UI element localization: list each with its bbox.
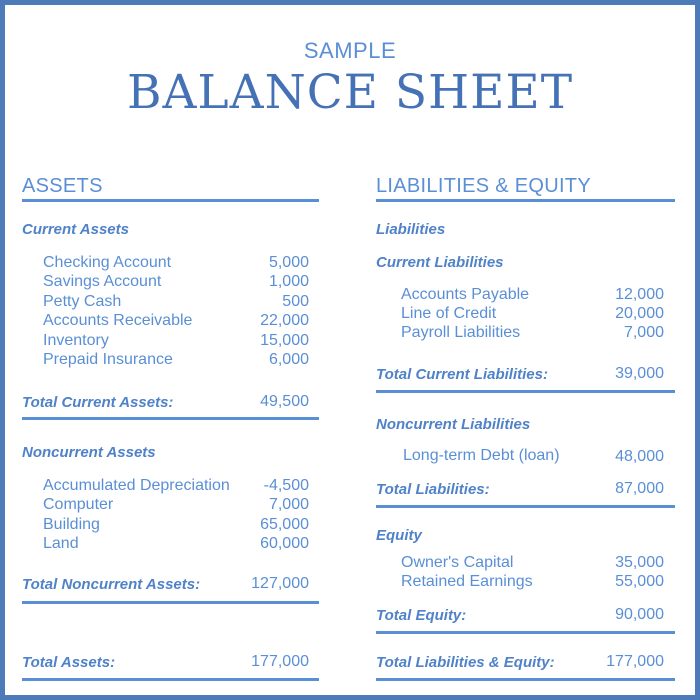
assets-heading-rule [22,199,319,202]
equity-item-name: Retained Earnings [401,573,533,590]
liability-item-name: Line of Credit [401,305,497,322]
total-liabilities-equity-value: 177,000 [606,653,664,670]
total-noncurrent-assets-label: Total Noncurrent Assets: [22,576,201,593]
asset-item-value: 15,000 [260,332,309,349]
liabilities-equity-heading: LIABILITIES & EQUITY [376,175,591,197]
total-liabilities-value: 87,000 [615,480,664,497]
total-rule [376,631,675,634]
total-rule [22,417,319,420]
total-liabilities-equity-label: Total Liabilities & Equity: [376,654,555,671]
current-liabilities-label: Current Liabilities [376,254,504,271]
total-assets-value: 177,000 [251,653,309,670]
liability-item-name: Accounts Payable [401,286,530,303]
total-rule [22,601,319,604]
asset-item-value: 1,000 [268,273,309,290]
equity-item-value: 55,000 [615,573,664,590]
equity-item-value: 35,000 [615,554,664,571]
asset-item-name: Building [43,516,100,533]
total-equity-label: Total Equity: [376,607,467,624]
total-current-liabilities-value: 39,000 [615,365,664,382]
sheet-title: BALANCE SHEET [126,65,574,120]
assets-heading: ASSETS [22,175,103,197]
asset-item-name: Petty Cash [43,293,122,310]
asset-item-value: 6,000 [268,351,309,368]
total-rule [376,678,675,681]
total-equity-value: 90,000 [615,606,664,623]
asset-item-name: Computer [43,496,114,513]
current-assets-label: Current Assets [22,221,129,238]
total-current-assets-label: Total Current Assets: [22,394,174,411]
asset-item-value: 65,000 [260,516,309,533]
asset-item-value: 5,000 [268,254,309,271]
total-current-assets-value: 49,500 [260,393,309,410]
asset-item-name: Checking Account [43,254,172,271]
asset-item-value: 7,000 [268,496,309,513]
total-noncurrent-assets-value: 127,000 [251,575,309,592]
liability-item-value: 20,000 [615,305,664,322]
liabilities-heading-rule [376,199,675,202]
asset-item-name: Land [43,535,79,552]
liability-item-name: Long-term Debt (loan) [403,447,560,464]
asset-item-name: Accounts Receivable [43,312,193,329]
liability-item-value: 12,000 [615,286,664,303]
noncurrent-liabilities-label: Noncurrent Liabilities [376,416,531,433]
asset-item-name: Prepaid Insurance [43,351,173,368]
total-liabilities-label: Total Liabilities: [376,481,490,498]
asset-item-name: Accumulated Depreciation [43,477,230,494]
asset-item-value: -4,500 [263,477,309,494]
total-rule [376,390,675,393]
liability-item-name: Payroll Liabilities [401,324,521,341]
total-assets-label: Total Assets: [22,654,116,671]
asset-item-value: 22,000 [260,312,309,329]
equity-item-name: Owner's Capital [401,554,514,571]
asset-item-value: 500 [282,293,309,310]
liabilities-label: Liabilities [376,221,446,238]
asset-item-value: 60,000 [260,535,309,552]
liability-item-value: 7,000 [623,324,664,341]
noncurrent-assets-label: Noncurrent Assets [22,444,156,461]
sheet-subtitle: SAMPLE [303,38,397,63]
liability-item-value: 48,000 [615,448,664,465]
equity-label: Equity [376,527,422,544]
total-rule [376,505,675,508]
asset-item-name: Inventory [43,332,109,349]
total-rule [22,678,319,681]
asset-item-name: Savings Account [43,273,162,290]
total-current-liabilities-label: Total Current Liabilities: [376,366,548,383]
